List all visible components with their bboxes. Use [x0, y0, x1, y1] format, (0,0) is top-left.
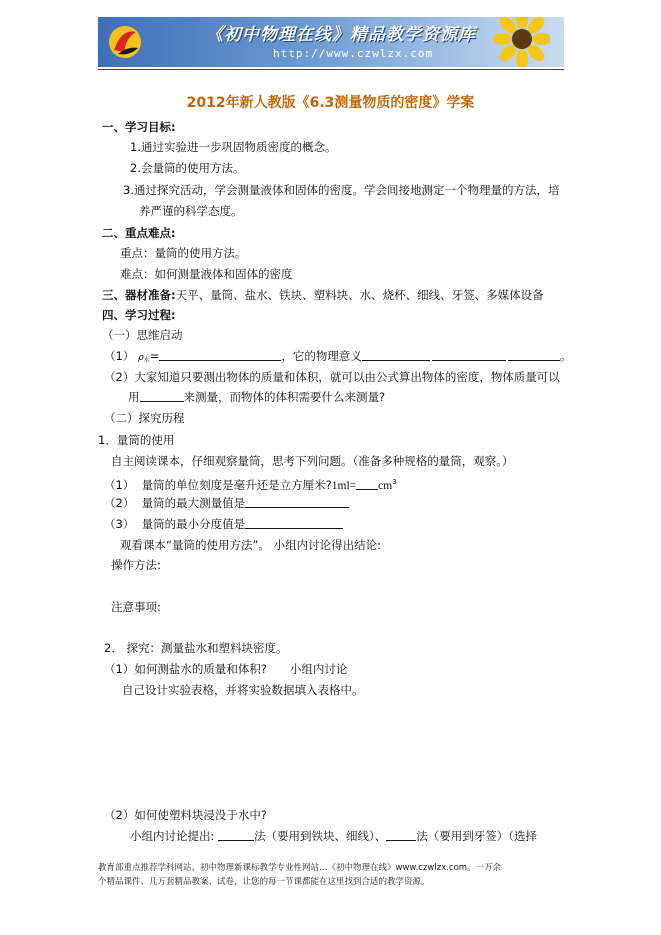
sunflower-icon	[494, 17, 550, 67]
part-thinking-heading: （一）思维启动	[102, 328, 183, 342]
cylinder-question-1: （1） 量筒的单位刻度是毫升还是立方厘米?1ml= $cm^3$	[104, 478, 397, 492]
site-logo-icon	[106, 24, 144, 60]
materials-list: 天平、量筒、盐水、铁块、塑料块、水、烧杯、细线、牙签、多媒体设备	[175, 288, 544, 302]
watch-instruction: 观看课本“量筒的使用方法”。 小组内讨论得出结论:	[120, 538, 381, 552]
answer-blank[interactable]	[245, 517, 343, 529]
operation-method-label: 操作方法:	[111, 558, 161, 572]
measure-question-2: （2）如何使塑料块浸没于水中?	[104, 808, 267, 822]
document-title: 2012年新人教版《6.3测量物质的密度》学案	[186, 95, 475, 111]
answer-blank[interactable]	[218, 829, 254, 841]
answer-blank[interactable]	[508, 349, 560, 361]
header-rule	[98, 69, 564, 70]
key-point: 重点：量筒的使用方法。	[120, 246, 247, 260]
question-1: （1） $\rho_水=$ ，它的物理意义 。	[104, 349, 572, 364]
answer-blank[interactable]	[140, 390, 184, 402]
answer-blank[interactable]	[245, 496, 349, 508]
cylinder-question-3: （3） 量筒的最小分度值是	[104, 517, 343, 531]
section-keypoints-heading: 二、重点难点:	[102, 226, 176, 240]
goal-item-3: 3.通过探究活动，学会测量液体和固体的密度。学会间接地测定一个物理量的方法，培	[123, 183, 560, 197]
answer-blank[interactable]	[432, 349, 506, 361]
site-banner	[98, 17, 564, 67]
subsection-cylinder: 1．量筒的使用	[98, 433, 175, 447]
answer-blank[interactable]	[386, 829, 416, 841]
footer-line-1: 教育部重点推荐学科网站、初中物理新课标教学专业性网站…《初中物理在线》www.czwlzx.com。一万余	[98, 863, 502, 873]
difficult-point: 难点：如何测量液体和固体的密度	[120, 267, 293, 281]
answer-blank[interactable]	[159, 349, 281, 361]
answer-blank[interactable]	[362, 349, 430, 361]
rho-symbol: ρ	[137, 353, 144, 363]
subsection-measure-density: 2． 探究：测量盐水和塑料块密度。	[104, 641, 288, 655]
footer-line-2: 个精品课件、几万套精品教案、试卷，让您的每一节课都能在这里找到合适的教学资源。	[98, 877, 430, 887]
measure-question-2-discussion: 小组内讨论提出: 法（要用到铁块、细线）、 法（要用到牙签）（选择	[130, 829, 538, 843]
measure-question-1-instruction: 自己设计实验表格，并将实验数据填入表格中。	[122, 683, 364, 697]
site-url: http://www.czwlzx.com	[273, 47, 434, 60]
goal-item-3-cont: 养严谨的科学态度。	[139, 204, 243, 218]
materials-heading: 三、器材准备:	[102, 288, 176, 302]
notes-label: 注意事项:	[111, 600, 161, 614]
question-2-cont: 用 来测量，而物体的体积需要什么来测量?	[128, 390, 386, 404]
question-2: （2）大家知道只要测出物体的质量和体积，就可以由公式算出物体的密度，物体质量可以	[104, 370, 560, 384]
cylinder-intro: 自主阅读课本，仔细观察量筒，思考下列问题。（准备多种规格的量筒，观察。）	[111, 454, 514, 468]
goal-item-1: 1.通过实验进一步巩固物质密度的概念。	[130, 140, 337, 154]
section-goals-heading: 一、学习目标:	[102, 120, 176, 134]
cylinder-question-2: （2） 量筒的最大测量值是	[104, 496, 349, 510]
answer-blank[interactable]	[356, 478, 378, 490]
part-explore-heading: （二）探究历程	[104, 411, 185, 425]
section-process-heading: 四、学习过程:	[102, 308, 176, 322]
site-name: 《初中物理在线》精品教学资源库	[206, 25, 476, 45]
materials-line	[102, 288, 544, 302]
measure-question-1: （1）如何测盐水的质量和体积? 小组内讨论	[104, 662, 348, 676]
goal-item-2: 2.会量筒的使用方法。	[130, 161, 245, 175]
